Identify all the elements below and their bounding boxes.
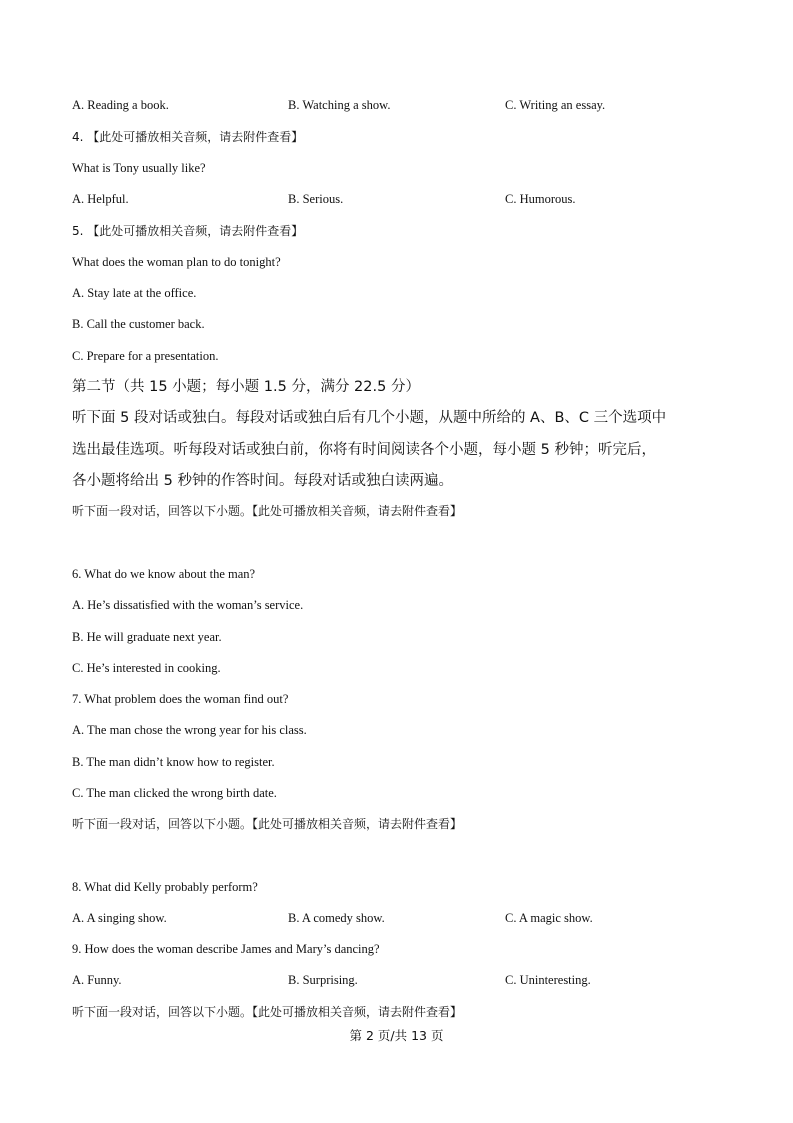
q7-option-a: A. The man chose the wrong year for his class. (72, 723, 307, 737)
q5-header: 5. 【此处可播放相关音频，请去附件查看】 (72, 224, 304, 238)
q4-question: What is Tony usually like? (72, 161, 206, 175)
q5-option-b: B. Call the customer back. (72, 317, 205, 331)
section2-title: 第二节（共 15 小题；每小题 1.5 分，满分 22.5 分） (72, 379, 420, 395)
section2-instruction-line-2: 选出最佳选项。听每段对话或独白前，你将有时间阅读各个小题，每小题 5 秒钟；听完后， (72, 442, 656, 458)
q5-question: What does the woman plan to do tonight? (72, 255, 281, 269)
q5-option-a: A. Stay late at the office. (72, 286, 197, 300)
q4-option-b: B. Serious. (288, 192, 344, 206)
q9-option-b: B. Surprising. (288, 973, 358, 987)
q7-question: 7. What problem does the woman find out? (72, 692, 289, 706)
q8-option-c: C. A magic show. (505, 911, 593, 925)
q4-option-a: A. Helpful. (72, 192, 129, 206)
q9-option-c: C. Uninteresting. (505, 973, 591, 987)
q3-option-a: A. Reading a book. (72, 98, 169, 112)
q3-option-b: B. Watching a show. (288, 98, 391, 112)
section2-instruction-line-1: 听下面 5 段对话或独白。每段对话或独白后有几个小题，从题中所给的 A、B、C 三个选项中 (72, 410, 667, 426)
q4-option-c: C. Humorous. (505, 192, 576, 206)
page-footer: 第 2 页/共 13 页 (349, 1028, 444, 1043)
dialogue-prompt-3: 听下面一段对话，回答以下小题。【此处可播放相关音频，请去附件查看】 (72, 1005, 463, 1019)
q8-option-b: B. A comedy show. (288, 911, 385, 925)
q6-option-a: A. He’s dissatisfied with the woman’s service. (72, 598, 304, 612)
q8-question: 8. What did Kelly probably perform? (72, 880, 258, 894)
q7-option-c: C. The man clicked the wrong birth date. (72, 786, 277, 800)
q5-option-c: C. Prepare for a presentation. (72, 349, 219, 363)
q9-option-a: A. Funny. (72, 973, 122, 987)
q9-question: 9. How does the woman describe James and Mary’s dancing? (72, 942, 380, 956)
q6-option-b: B. He will graduate next year. (72, 630, 222, 644)
q6-question: 6. What do we know about the man? (72, 567, 256, 581)
section2-instruction-line-3: 各小题将给出 5 秒钟的作答时间。每段对话或独白读两遍。 (72, 473, 453, 489)
q6-option-c: C. He’s interested in cooking. (72, 661, 221, 675)
q8-option-a: A. A singing show. (72, 911, 167, 925)
dialogue-prompt-2: 听下面一段对话，回答以下小题。【此处可播放相关音频，请去附件查看】 (72, 817, 463, 831)
q7-option-b: B. The man didn’t know how to register. (72, 755, 275, 769)
dialogue-prompt-1: 听下面一段对话，回答以下小题。【此处可播放相关音频，请去附件查看】 (72, 504, 463, 518)
q4-header: 4. 【此处可播放相关音频，请去附件查看】 (72, 130, 304, 144)
q3-option-c: C. Writing an essay. (505, 98, 606, 112)
